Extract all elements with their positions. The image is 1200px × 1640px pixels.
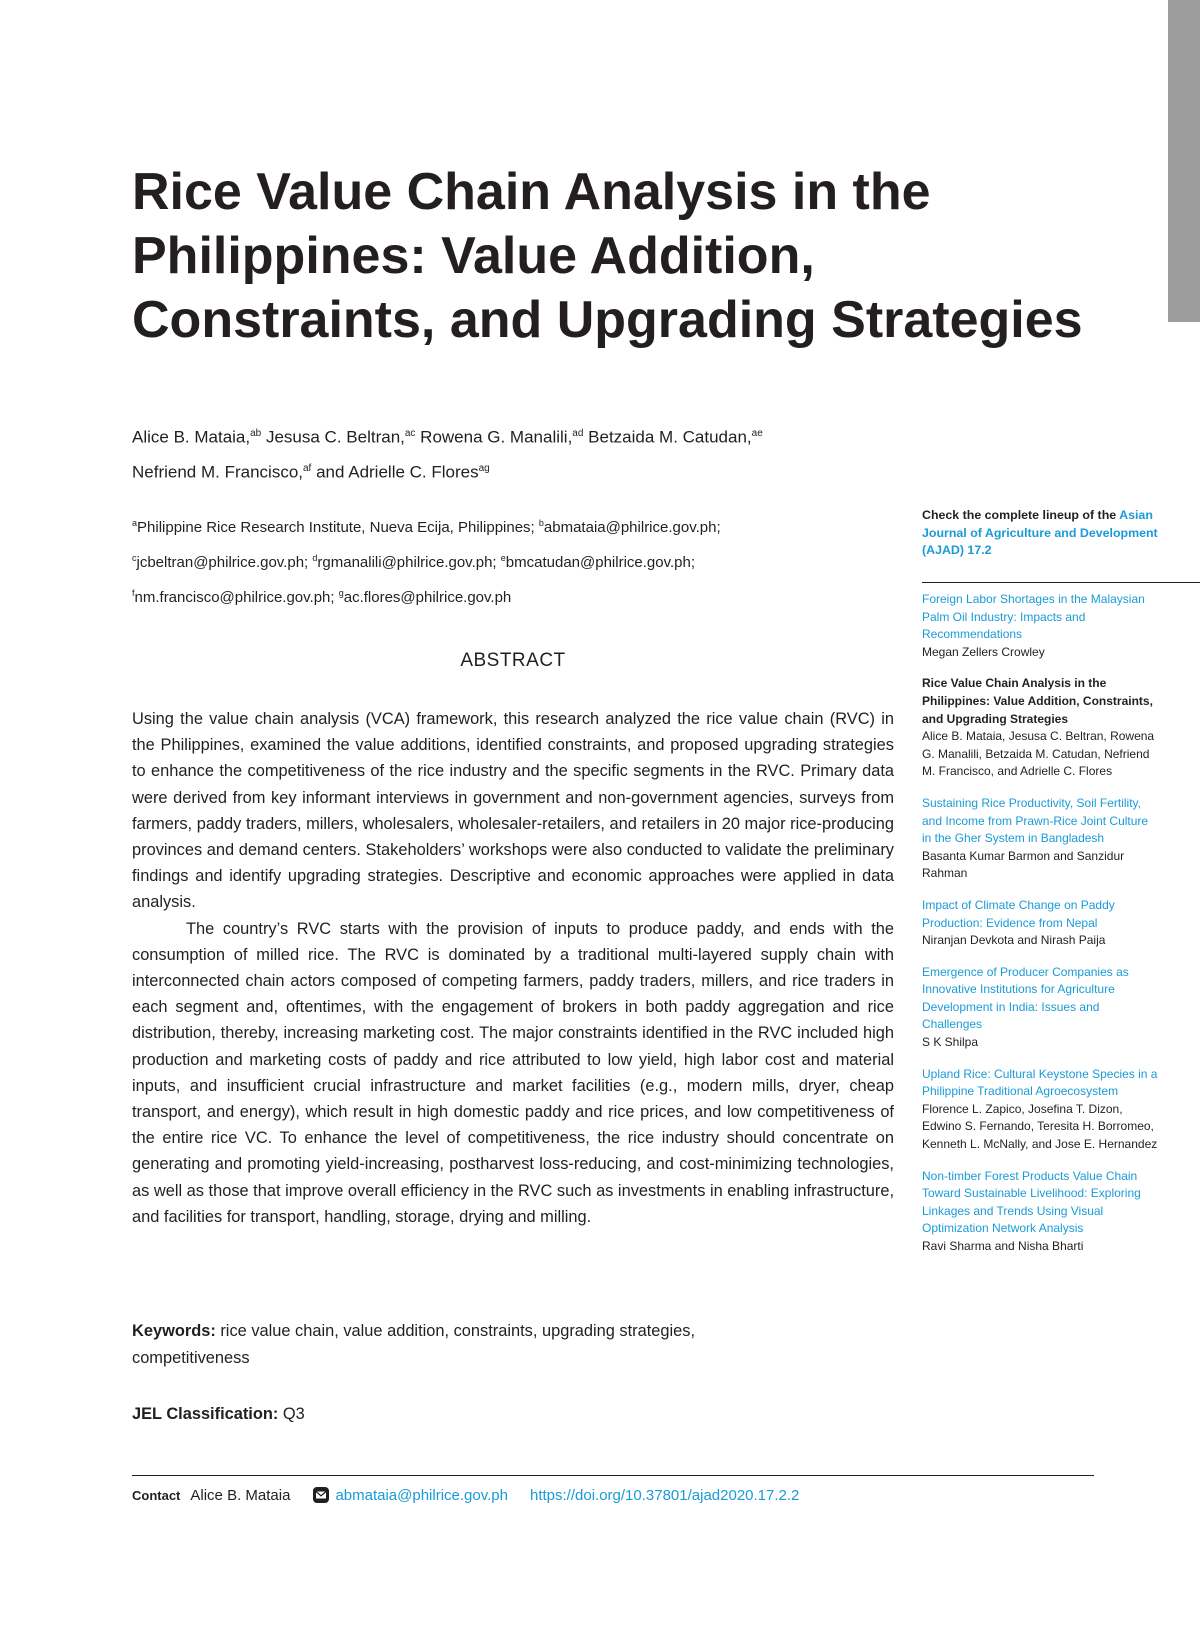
journal-lineup-header [922,507,1160,560]
lineup-item [922,1168,1158,1256]
keywords-text: rice value chain, value addition, constraints, upgrading strategies, competitiveness [132,1322,696,1367]
lineup-item-title: Rice Value Chain Analysis in the Philippines: Value Addition, Constraints, and Upgrading Strategies [922,676,1153,726]
lineup-intro: Check the complete lineup of the [922,508,1120,522]
affiliation-mark: e [500,553,506,563]
affiliation-text: Philippine Rice Research Institute, Nueva Ecija, Philippines; [137,519,539,536]
lineup-item [922,675,1158,781]
author-name: Nefriend M. Francisco, [132,462,303,482]
author-name: Alice B. Mataia, [132,427,251,447]
jel-classification [132,1401,305,1428]
keywords-label: Keywords: [132,1322,216,1340]
lineup-item-authors: Florence L. Zapico, Josefina T. Dizon, Edwino S. Fernando, Teresita H. Borromeo, Kenneth L. McNally, and Jose E. Hernandez [922,1101,1158,1152]
doi-link[interactable]: https://doi.org/10.37801/ajad2020.17.2.2 [529,1486,800,1504]
keywords [132,1318,772,1372]
lineup-item [922,964,1158,1052]
sidebar-divider [922,582,1200,583]
abstract-heading: ABSTRACT [460,650,566,671]
author-name: Jesusa C. Beltran, [265,427,405,447]
author-name: Betzaida M. Catudan, [588,427,752,447]
author-name: Rowena G. Manalili, [420,427,573,447]
lineup-item [922,897,1158,950]
author-affiliation-mark: ab [250,428,262,439]
abstract-paragraph-1: Using the value chain analysis (VCA) framework, this research analyzed the rice value chain (RVC) in the Philippines, examined the value additions, identified constraints, and proposed upgrading strategies to enhance the competitiveness of the rice industry and the specific segments in the RVC. Primary data were derived from key informant interviews in government and non-government agencies, surveys from farmers, paddy traders, millers, wholesalers, wholesaler-retailers, and retailers in 20 major rice-producing provinces and demand centers. Stakeholders’ workshops were also conducted to validate the preliminary findings and identify upgrading strategies. Descriptive and economic approaches were applied in data analysis. [132,710,894,912]
lineup-item-authors: Megan Zellers Crowley [922,644,1045,659]
affiliation-mark: b [538,518,544,528]
jel-label: JEL Classification: [132,1405,279,1423]
lineup-item-title[interactable]: Sustaining Rice Productivity, Soil Fertility, and Income from Prawn-Rice Joint Culture in the Gher System in Bangladesh [922,795,1149,846]
contact-line [132,1486,799,1504]
journal-link[interactable]: Asian Journal of Agriculture and Development (AJAD) 17.2 [922,508,1158,558]
author-affiliation-mark: af [303,462,312,474]
abstract-body [132,706,894,1230]
paper-title: Rice Value Chain Analysis in the Philippines: Value Addition, Constraints, and Upgrading Strategies [132,163,1083,349]
author-affiliation-mark: ac [404,428,416,439]
affiliation-list [132,508,872,613]
contact-name: Alice B. Mataia [190,1486,291,1504]
affiliation-text[interactable]: ac.flores@philrice.gov.ph [343,589,512,606]
lineup-item-title[interactable]: Foreign Labor Shortages in the Malaysian Palm Oil Industry: Impacts and Recommendations [922,592,1145,642]
affiliation-text[interactable]: abmataia@philrice.gov.ph; [543,519,721,536]
contact-label: Contact [132,1487,181,1503]
lineup-item-authors: Alice B. Mataia, Jesusa C. Beltran, Rowena G. Manalili, Betzaida M. Catudan, Nefriend M. Francisco, and Adrielle C. Flores [922,729,1155,779]
lineup-item-authors: S K Shilpa [922,1035,979,1050]
affiliation-text[interactable]: jcbeltran@philrice.gov.ph; [136,554,313,571]
lineup-item-authors: Basanta Kumar Barmon and Sanzidur Rahman [922,848,1125,881]
lineup-item-title[interactable]: Impact of Climate Change on Paddy Production: Evidence from Nepal [922,897,1115,930]
lineup-item-title[interactable]: Upland Rice: Cultural Keystone Species in a Philippine Traditional Agroecosystem [922,1066,1158,1099]
affiliation-text[interactable]: bmcatudan@philrice.gov.ph; [505,554,696,571]
lineup-list [922,591,1158,1270]
affiliation-mark: f [132,588,135,598]
affiliation-text[interactable]: rgmanalili@philrice.gov.ph; [317,554,501,571]
lineup-item [922,1066,1158,1154]
page-edge-tab [1168,0,1200,322]
affiliation-mark: a [132,518,138,528]
author-affiliation-mark: ae [751,428,763,439]
author-affiliation-mark: ag [478,462,490,474]
author-affiliation-mark: ad [572,428,584,439]
author-name: and Adrielle C. Flores [316,462,479,482]
lineup-item [922,591,1158,661]
jel-code: Q3 [278,1405,305,1423]
contact-email-link[interactable]: abmataia@philrice.gov.ph [335,1486,508,1504]
affiliation-text[interactable]: nm.francisco@philrice.gov.ph; [134,589,339,606]
abstract-paragraph-2: The country’s RVC starts with the provision of inputs to produce paddy, and ends with the consumption of milled rice. The RVC is dominated by a traditional multi-layered supply chain with interconnected chain actors composed of competing farmers, paddy traders, millers, and rice traders in each segment and, oftentimes, with the engagement of brokers in both paddy aggregation and rice distribution, thereby, increasing marketing cost. The major constraints identified in the RVC included high production and marketing costs of paddy and rice attributed to low yield, high labor cost and material inputs, and insufficient crucial infrastructure and market facilities (e.g., modern mills, dryer, cheap transport, and energy), which result in high domestic paddy and rice prices, and low competitiveness of the entire rice VC. To enhance the level of competitiveness, the rice industry should concentrate on generating and promoting yield-increasing, postharvest loss-reducing, and cost-minimizing technologies, as well as those that improve overall efficiency in the RVC such as investments in enabling infrastructure, and facilities for transport, handling, storage, drying and milling. [132,919,894,1226]
affiliation-mark: c [132,553,137,563]
lineup-item [922,795,1158,883]
author-list [132,418,872,487]
lineup-item-title[interactable]: Non-timber Forest Products Value Chain Toward Sustainable Livelihood: Exploring Linkages and Trends Using Visual Optimization Network Analysis [922,1168,1141,1236]
email-icon [312,1486,330,1504]
lineup-item-title[interactable]: Emergence of Producer Companies as Innovative Institutions for Agriculture Development in India: Issues and Challenges [922,964,1129,1032]
affiliation-mark: d [312,553,318,563]
affiliation-mark: g [338,588,344,598]
lineup-item-authors: Niranjan Devkota and Nirash Paija [922,933,1106,948]
lineup-item-authors: Ravi Sharma and Nisha Bharti [922,1239,1084,1253]
footer-divider [132,1475,1094,1476]
